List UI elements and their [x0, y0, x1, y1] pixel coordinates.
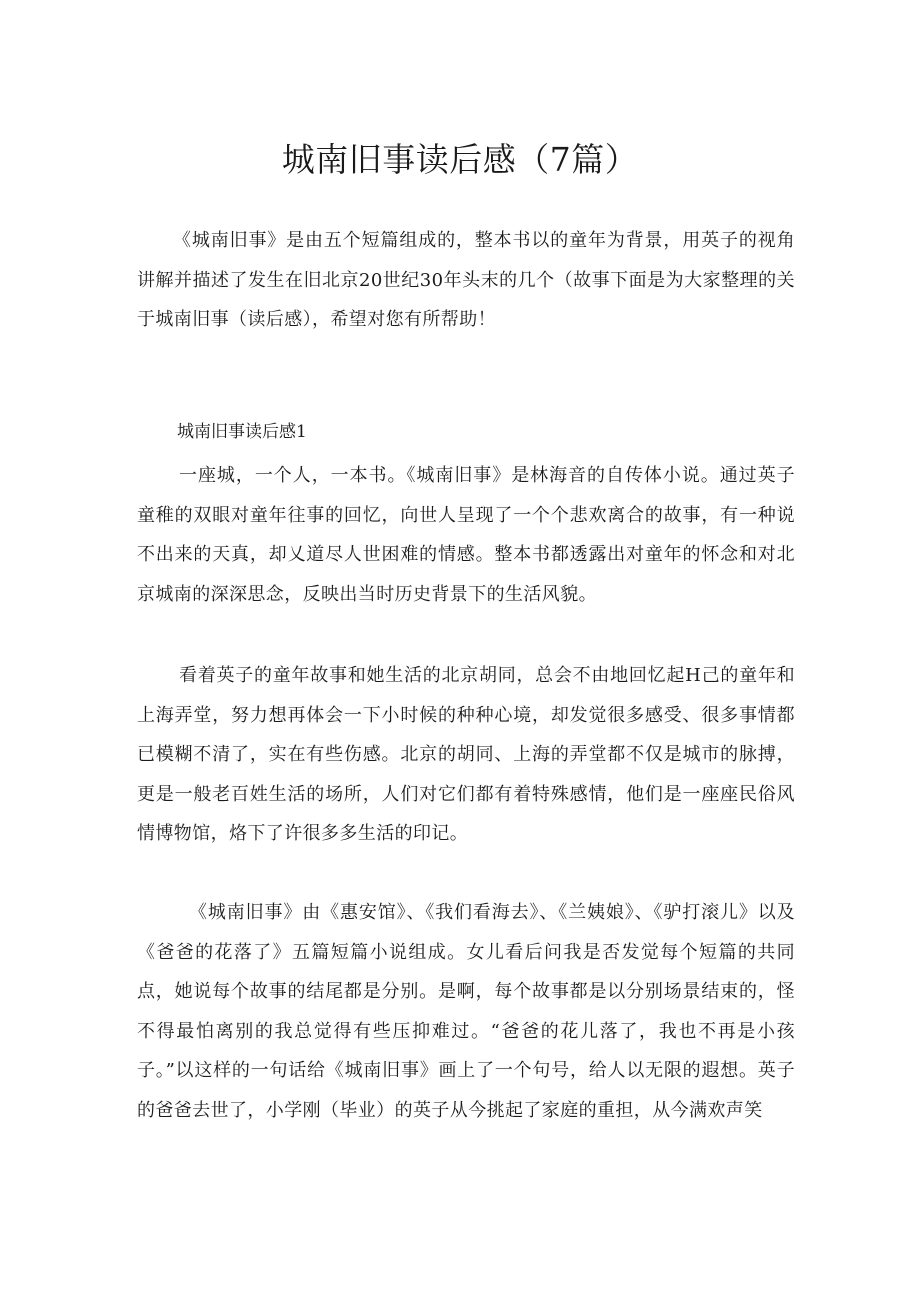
body-paragraph-1: 一座城，一个人，一本书。《城南旧事》是林海音的自传体小说。通过英子童稚的双眼对童年往事的回忆，向世人呈现了一个个悲欢离合的故事，有一种说不出来的天真，却乂道尽人世困难的情感。整本书都透露出对童年的怀念和对北京城南的深深思念，反映出当时历史背景下的生活风貌。	[137, 465, 795, 605]
intro-paragraph: 《城南旧事》是由五个短篇组成的，整本书以的童年为背景，用英子的视角讲解并描述了发生在旧北京20世纪30年头末的几个（故事下面是为大家整理的关于城南旧事（读后感），希望对您有所帮助！	[137, 230, 795, 330]
body-paragraph-2: 看着英子的童年故事和她生活的北京胡同，总会不由地回忆起H己的童年和上海弄堂，努力想再体会一下小时候的种种心境，却发觉很多感受、很多事情都已模糊不清了，实在有些伤感。北京的胡同、上海的弄堂都不仅是城市的脉搏，更是一般老百姓生活的场所，人们对它们都有着特殊感情，他们是一座座民俗风情博物馆，烙下了许很多多生活的印记。	[137, 665, 795, 844]
document-title: 城南旧事读后感（7篇）	[281, 140, 639, 179]
section-heading: 城南旧事读后感1	[177, 422, 307, 442]
body-paragraph-3: 《城南旧事》由《惠安馆》、《我们看海去》、《兰姨娘》、《驴打滚儿》以及《爸爸的花落了》五篇短篇小说组成。女儿看后问我是否发觉每个短篇的共同点，她说每个故事的结尾都是分别。是啊，每个故事都是以分别场景结束的，怪不得最怕离别的我总觉得有些压抑难过。“爸爸的花儿落了，我也不再是小孩子。”以这样的一句话给《城南旧事》画上了一个句号，给人以无限的遐想。英子的爸爸去世了，小学刚（毕业）的英子从今挑起了家庭的重担，从今满欢声笑	[137, 902, 795, 1121]
